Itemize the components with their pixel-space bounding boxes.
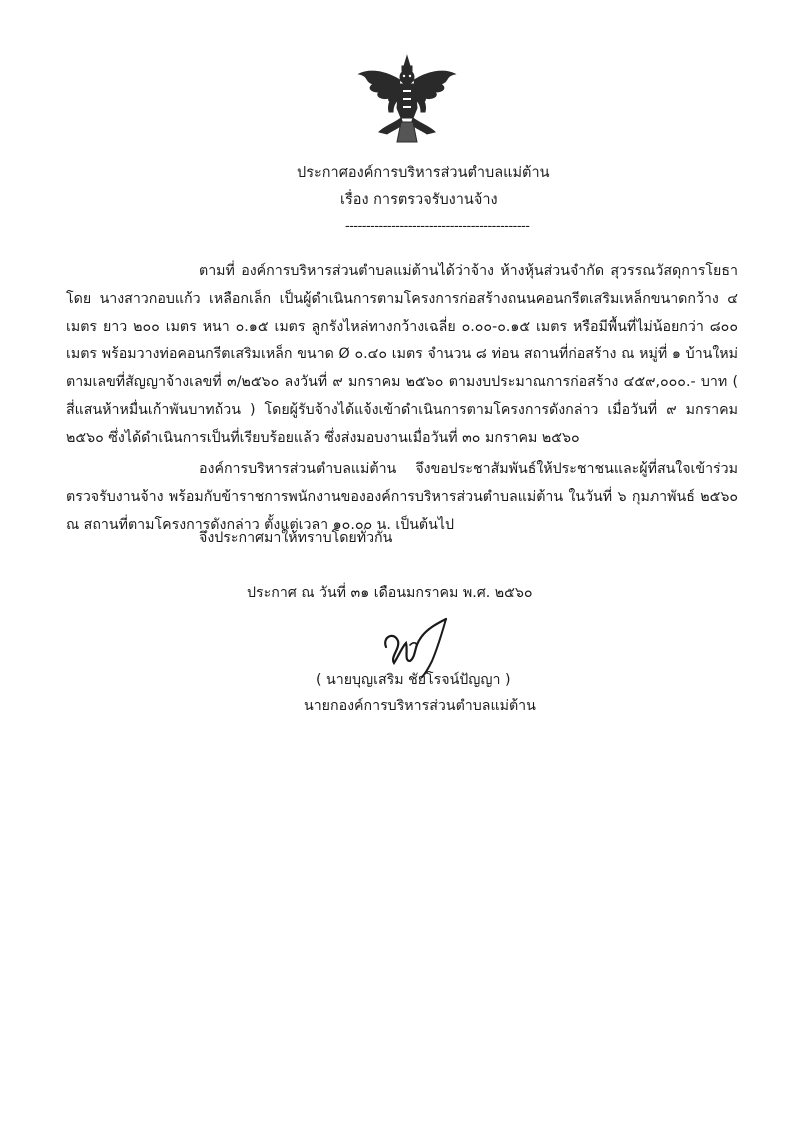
announcement-date: ประกาศ ณ วันที่ ๓๑ เดือนมกราคม พ.ศ. ๒๕๖๐ (247, 585, 533, 601)
announcement-body (66, 258, 738, 453)
closing-notice: จึงประกาศมาให้ทราบโดยทั่วกัน (199, 530, 393, 546)
header-divider: -------------------------------------------- (345, 219, 530, 234)
body-paragraph-invitation: องค์การบริหารส่วนตำบลแม่ต้าน จึงขอประชาสัมพันธ์ให้ประชาชนและผู้ที่สนใจเข้าร่วม ตรวจรับงานจ้าง พร้อมกับข้าราชการพนักงานขององค์การบริหารส่วนตำบลแม่ต้าน ในวันที่ ๖ กุมภาพันธ์ ๒๕๖๐ ณ สถานที่ตามโครงการดังกล่าว ตั้งแต่เวลา ๑๐.๐๐ น. เป็นต้นไป (66, 461, 738, 533)
garuda-emblem-icon (357, 52, 457, 146)
signatory-position: นายกองค์การบริหารส่วนตำบลแม่ต้าน (304, 698, 536, 714)
body-paragraph-contract: ตามที่ องค์การบริหารส่วนตำบลแม่ต้านได้ว่าจ้าง ห้างหุ้นส่วนจำกัด สุวรรณวัสดุการโยธา โดย นางสาวกอบแก้ว เหลือกเล็ก เป็นผู้ดำเนินการตามโครงการก่อสร้างถนนคอนกรีตเสริมเหล็กขนาดกว้าง ๔ เมตร ยาว ๒๐๐ เมตร หนา ๐.๑๕ เมตร ลูกรังไหล่ทางกว้างเฉลี่ย ๐.๐๐-๐.๑๕ เมตร หรือมีพื้นที่ไม่น้อยกว่า ๘๐๐ เมตร พร้อมวางท่อคอนกรีตเสริมเหล็ก ขนาด Ø ๐.๔๐ เมตร จำนวน ๘ ท่อน สถานที่ก่อสร้าง ณ หมู่ที่ ๑ บ้านใหม่ ตามเลขที่สัญญาจ้างเลขที่ ๓/๒๕๖๐ ลงวันที่ ๙ มกราคม ๒๕๖๐ ตามงบประมาณการก่อสร้าง ๔๕๙,๐๐๐.- บาท ( สี่แสนห้าหมื่นเก้าพันบาทถ้วน ) โดยผู้รับจ้างได้แจ้งเข้าดำเนินการตามโครงการดังกล่าว เมื่อวันที่ ๙ มกราคม ๒๕๖๐ ซึ่งได้ดำเนินการเป็นที่เรียบร้อยแล้ว ซึ่งส่งมอบงานเมื่อวันที่ ๓๐ มกราคม ๒๕๖๐ (66, 263, 738, 446)
announcement-body-invitation (66, 456, 738, 539)
subject-line: เรื่อง การตรวจรับงานจ้าง (340, 192, 498, 208)
announcement-title: ประกาศองค์การบริหารส่วนตำบลแม่ต้าน (297, 165, 550, 181)
signatory-name: ( นายบุญเสริม ชัยโรจน์ปัญญา ) (316, 672, 511, 688)
